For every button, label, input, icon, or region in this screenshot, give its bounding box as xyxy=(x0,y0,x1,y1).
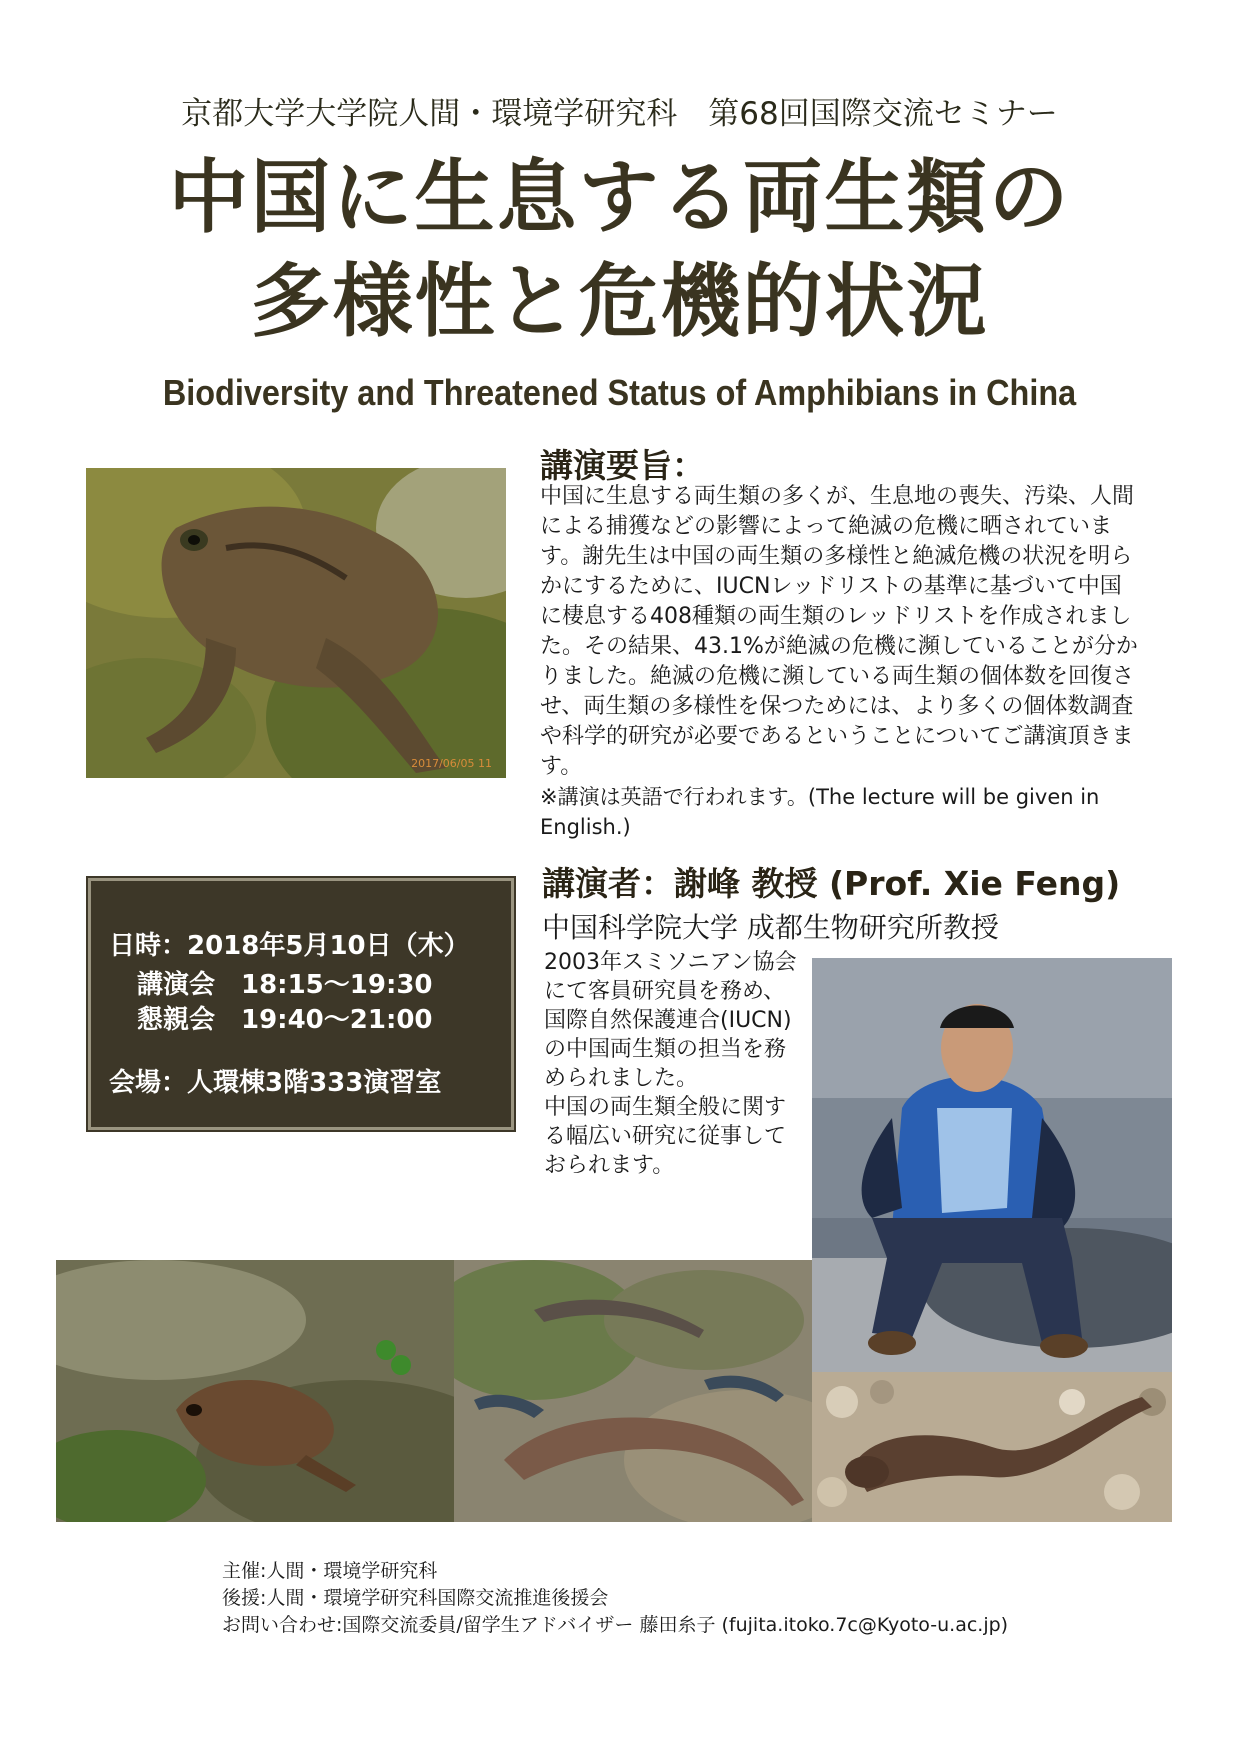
abstract-body: 中国に生息する両生類の多くが、生息地の喪失、汚染、人間による捕獲などの影響によって絶滅の危機に晒されています。謝先生は中国の両生類の多様性と絶滅危機の状況を明らかにするために、IUCNレッドリストの基準に基づいて中国に棲息する408種類の両生類のレッドリストを作成されました。その結果、43.1%が絶滅の危機に瀕していることが分かりました。絶滅の危機に瀕している両生類の個体数を回復させ、両生類の多様性を保つためには、より多くの個体数調査や科学的研究が必要であるということについてご講演頂きます。 xyxy=(540,484,1138,779)
language-note: ※講演は英語で行われます。(The lecture will be given in English.) xyxy=(540,785,1100,839)
footer-contact: お問い合わせ:国際交流委員/留学生アドバイザー 藤田糸子 (fujita.itoko.7c@Kyoto-u.ac.jp) xyxy=(222,1614,1009,1636)
photo-date-stamp: 2017/06/05 11 xyxy=(411,757,492,770)
small-frog-photo xyxy=(56,1260,454,1522)
event-venue: 会場：人環棟3階333演習室 xyxy=(109,1068,442,1098)
footer xyxy=(222,1558,1008,1639)
newt-photo xyxy=(454,1260,812,1522)
event-social-time: 懇親会 19:40〜21:00 xyxy=(137,1005,433,1035)
title-line-2: 多様性と危機的状況 xyxy=(250,255,989,348)
event-date: 日時：2018年5月10日（木） xyxy=(109,931,470,961)
speaker-affiliation: 中国科学院大学 成都生物研究所教授 xyxy=(542,911,999,944)
speaker-photo xyxy=(812,958,1172,1372)
title-english: Biodiversity and Threatened Status of Amphibians in China xyxy=(162,372,1077,413)
speaker-bio-research: 中国の両生類全般に関する幅広い研究に従事しておられます。 xyxy=(544,1095,787,1178)
speaker-bio-career: 2003年スミソニアン協会にて客員研究員を務め、国際自然保護連合(IUCN)の中国両生類の担当を務められました。 xyxy=(544,950,797,1091)
title-line-1: 中国に生息する両生類の xyxy=(168,151,1071,244)
speaker-bio xyxy=(544,948,804,1180)
seminar-subtitle: 京都大学大学院人間・環境学研究科 第68回国際交流セミナー xyxy=(181,96,1058,132)
event-lecture-time: 講演会 18:15〜19:30 xyxy=(137,970,433,1000)
abstract-heading: 講演要旨： xyxy=(540,446,705,485)
frog-photo xyxy=(86,468,506,778)
event-info-box xyxy=(88,878,514,1130)
salamander-photo xyxy=(812,1372,1172,1522)
footer-organizer: 主催:人間・環境学研究科 xyxy=(222,1560,438,1582)
footer-support: 後援:人間・環境学研究科国際交流推進後援会 xyxy=(222,1587,609,1609)
speaker-name: 講演者：謝峰 教授 (Prof. Xie Feng) xyxy=(542,864,1121,903)
